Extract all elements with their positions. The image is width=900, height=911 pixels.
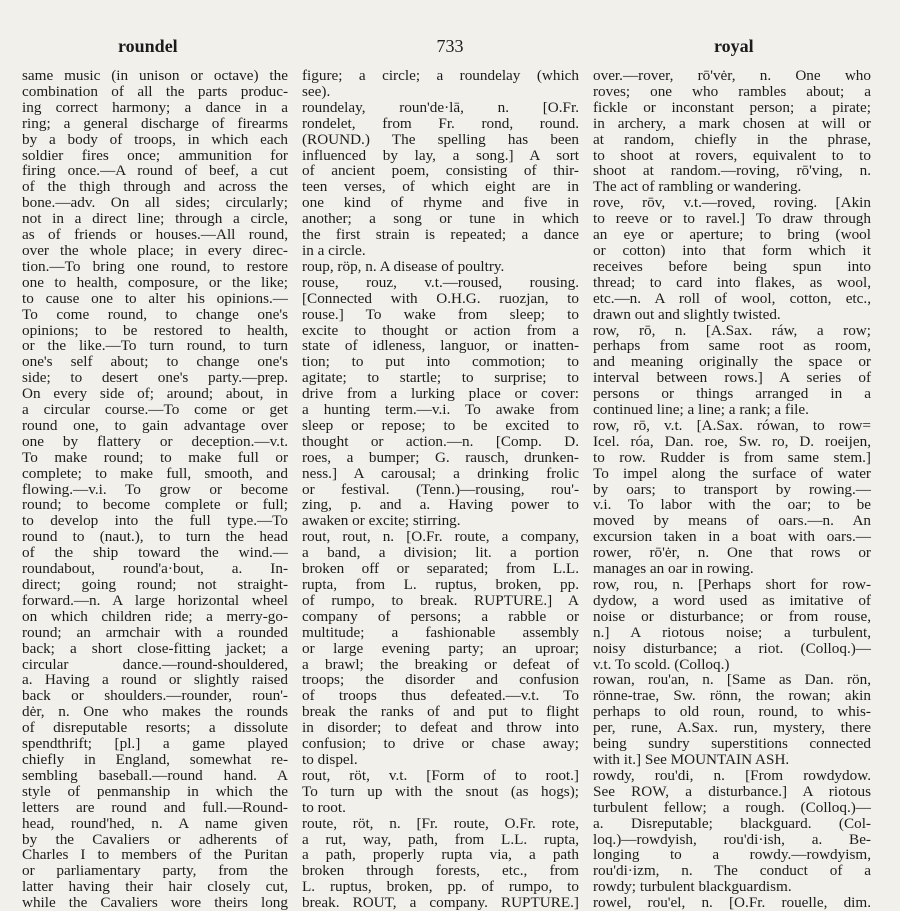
text-line: of the ship toward the wind.— xyxy=(22,544,288,562)
text-line: route, röt, n. [Fr. route, O.Fr. rote, xyxy=(302,814,579,832)
text-line: another; a song or tune in which xyxy=(302,210,579,228)
text-line: in archery, a mark chosen at will or xyxy=(593,114,871,132)
text-line: head, round'hed, n. A name given xyxy=(22,814,288,832)
text-line: zing, p. and a. Having power to xyxy=(302,496,579,514)
text-line: rowdy, rou'di, n. [From rowdydow. xyxy=(593,766,871,784)
text-line: break the ranks of and put to flight xyxy=(302,703,579,721)
left-guide-word: roundel xyxy=(118,36,178,56)
text-line: roundelay, roun'de·lā, n. [O.Fr. xyxy=(302,98,579,116)
text-line: v.i. To labor with the oar; to be xyxy=(593,496,871,514)
text-line: or cotton) into that form which it xyxy=(593,241,871,259)
page-number: 733 xyxy=(436,36,464,56)
text-line: by a body of troops, in which each xyxy=(22,130,288,148)
text-line: a circular course.—To come or get xyxy=(22,401,288,419)
text-line: (ROUND.) The spelling has been xyxy=(302,130,579,148)
text-line: rove, rōv, v.t.—roved, roving. [Akin xyxy=(593,194,871,212)
text-line: flowing.—v.i. To grow or become xyxy=(22,480,288,498)
text-line: [Connected with O.H.G. ruozjan, to xyxy=(302,289,579,307)
text-line: to reeve or to ravel.] To draw through xyxy=(593,210,871,228)
text-line: rouse, rouz, v.t.—roused, rousing. xyxy=(302,273,579,291)
text-line: in disorder; to defeat and throw into xyxy=(302,719,579,737)
text-line: To make round; to make full or xyxy=(22,448,288,466)
text-line: rupta, from L. ruptus, broken, pp. xyxy=(302,576,579,593)
text-line: excursion taken in a boat with oars.— xyxy=(593,528,871,546)
text-line: fickle or inconstant person; a pirate; xyxy=(593,98,871,116)
text-line: per, rune, A.Sax. run, mystery, there xyxy=(593,719,871,737)
text-line: shoot at random.—roving, rō'ving, n. xyxy=(593,162,871,180)
text-line: troops; the disorder and confusion xyxy=(302,671,579,689)
text-line: a rut, way, path, from L.L. rupta, xyxy=(302,830,579,848)
text-line: on which children ride; a merry-go- xyxy=(22,607,288,625)
text-line: circular dance.—round-shouldered, xyxy=(22,655,288,673)
text-line: persons or things arranged in a xyxy=(593,385,871,403)
text-line: ring; a general discharge of firearms xyxy=(22,114,288,132)
text-line: or large evening party; an uproar; xyxy=(302,639,579,657)
text-line: turbulent fellow; a rough. (Colloq.)— xyxy=(593,798,871,816)
text-column-3 xyxy=(593,67,871,911)
text-line: to dispel. xyxy=(302,750,358,768)
text-line: while the Cavaliers wore theirs long xyxy=(22,894,288,911)
text-line: rout, röt, v.t. [Form of to root.] xyxy=(302,766,579,784)
text-line: round one, to gain advantage over xyxy=(22,416,288,434)
text-line: being sundry superstitions connected xyxy=(593,735,871,753)
text-line: perhaps from same root as room, xyxy=(593,337,871,355)
text-line: over the whole place; in every direc- xyxy=(22,241,288,259)
text-line: one kind of rhyme and five in xyxy=(302,194,579,212)
text-line: moved by means of oars.—n. An xyxy=(593,512,871,530)
text-column-1 xyxy=(22,67,288,911)
text-line: ness.] A carousal; a drinking frolic xyxy=(302,464,579,482)
text-line: same music (in unison or octave) the xyxy=(22,67,288,84)
text-line: a. Having a round or slightly raised xyxy=(22,671,288,689)
text-line: in a circle. xyxy=(302,241,366,259)
text-line: tion; to put into commotion; to xyxy=(302,353,579,371)
text-line: round; to become complete or full; xyxy=(22,496,288,514)
text-line: roes, a bumper; G. rausch, drunken- xyxy=(302,448,579,466)
text-line: an eye or aperture; to bring (wool xyxy=(593,226,871,244)
text-line: To come round, to change one's xyxy=(22,305,288,323)
text-line: a brawl; the breaking or defeat of xyxy=(302,655,579,673)
text-column-2 xyxy=(302,67,579,911)
text-line: rower, rō'ėr, n. One that rows or xyxy=(593,544,871,562)
text-line: back; a short close-fitting jacket; a xyxy=(22,639,288,657)
text-line: row, rō, v.t. [A.Sax. rówan, to row= xyxy=(593,416,871,434)
text-line: n.] A riotous noise; a turbulent, xyxy=(593,623,871,641)
text-line: to shoot at rovers, equivalent to to xyxy=(593,146,871,164)
text-line: row, rou, n. [Perhaps short for row- xyxy=(593,576,871,593)
text-line: opinions; to be restored to health, xyxy=(22,321,288,339)
text-line: awaken or excite; stirring. xyxy=(302,512,461,530)
text-line: To turn up with the snout (as hogs); xyxy=(302,782,579,800)
text-line: break. ROUT, a company. RUPTURE.] xyxy=(302,894,579,911)
text-line: interval between rows.] A series of xyxy=(593,369,871,387)
text-line: thought or action.—n. [Comp. D. xyxy=(302,432,579,450)
text-line: etc.—n. A roll of wool, cotton, etc., xyxy=(593,289,871,307)
text-line: combination of all the parts produc- xyxy=(22,82,288,100)
text-line: at random, chiefly in the phrase, xyxy=(593,130,871,148)
text-line: figure; a circle; a roundelay (which xyxy=(302,67,579,84)
text-line: rou'di·izm, n. The conduct of a xyxy=(593,862,871,880)
text-line: rondelet, from Fr. rond, round. xyxy=(302,114,579,132)
text-line: rout, rout, n. [O.Fr. route, a company, xyxy=(302,528,579,546)
text-line: and meaning originally the space or xyxy=(593,353,871,371)
text-line: a hunting term.—v.i. To awake from xyxy=(302,401,579,419)
text-line: drawn out and slightly twisted. xyxy=(593,305,781,323)
text-line: one to health, composure, or the like; xyxy=(22,273,288,291)
text-line: rowdy; turbulent blackguardism. xyxy=(593,878,792,896)
text-line: rowel, rou'el, n. [O.Fr. rouelle, dim. xyxy=(593,894,871,911)
text-line: a band, a division; lit. a portion xyxy=(302,544,579,562)
text-line: tion.—To bring one round, to restore xyxy=(22,257,288,275)
text-line: firing once.—A round of beef, a cut xyxy=(22,162,288,180)
text-line: style of penmanship in which the xyxy=(22,782,288,800)
text-line: or festival. (Tenn.)—rousing, rou'- xyxy=(302,480,579,498)
text-line: noise or disturbance; or from rouse, xyxy=(593,607,871,625)
text-line: of the thigh through and across the xyxy=(22,178,288,196)
text-line: manages an oar in rowing. xyxy=(593,560,754,578)
text-line: to row. Rudder is from same stem.] xyxy=(593,448,871,466)
text-line: of troops thus defeated.—v.t. To xyxy=(302,687,579,705)
text-line: complete; to make full, smooth, and xyxy=(22,464,288,482)
text-line: a. Disreputable; blackguard. (Col- xyxy=(593,814,871,832)
text-line: roup, röp, n. A disease of poultry. xyxy=(302,257,505,275)
text-line: by the Cavaliers or adherents of xyxy=(22,830,288,848)
text-line: one by flattery or deception.—v.t. xyxy=(22,432,288,450)
text-line: On every side of; around; about, in xyxy=(22,385,288,403)
text-line: row, rō, n. [A.Sax. ráw, a row; xyxy=(593,321,871,339)
text-line: dėr, n. One who makes the rounds xyxy=(22,703,288,721)
text-line: over.—rover, rō'vėr, n. One who xyxy=(593,67,871,84)
text-line: company of persons; a rabble or xyxy=(302,607,579,625)
text-line: rönne-trae, Sw. rönn, the rowan; akin xyxy=(593,687,871,705)
text-line: sembling baseball.—round hand. A xyxy=(22,766,288,784)
text-line: to develop into the full type.—To xyxy=(22,512,288,530)
text-line: drive from a lurking place or cover: xyxy=(302,385,579,403)
text-line: as of friends or houses.—All round, xyxy=(22,226,288,244)
text-line: to root. xyxy=(302,798,346,816)
text-line: of disreputable resorts; a dissolute xyxy=(22,719,288,737)
text-line: multitude; a fashionable assembly xyxy=(302,623,579,641)
text-line: sleep or repose; to be excited to xyxy=(302,416,579,434)
text-line: v.t. To scold. (Colloq.) xyxy=(593,655,730,673)
text-line: or parliamentary party, from the xyxy=(22,862,288,880)
text-line: perhaps to old roun, round, to whis- xyxy=(593,703,871,721)
text-line: loq.)—rowdyish, rou'di·ish, a. Be- xyxy=(593,830,871,848)
text-line: Icel. róa, Dan. roe, Sw. ro, D. roeijen, xyxy=(593,432,871,450)
text-line: round to (naut.), to turn the head xyxy=(22,528,288,546)
text-line: not in a direct line; through a circle, xyxy=(22,210,288,228)
text-line: side; to desert one's party.—prep. xyxy=(22,369,288,387)
text-line: agitate; to startle; to surprise; to xyxy=(302,369,579,387)
text-line: by oars; to transport by rowing.— xyxy=(593,480,871,498)
text-line: a path, properly rupta via, a path xyxy=(302,846,579,864)
text-line: broken off or separated; from L.L. xyxy=(302,560,579,578)
text-line: forward.—n. A large horizontal wheel xyxy=(22,591,288,609)
text-line: roves; one who rambles about; a xyxy=(593,82,871,100)
text-line: receives before being spun into xyxy=(593,257,871,275)
text-line: To impel along the surface of water xyxy=(593,464,871,482)
text-line: letters are round and full.—Round- xyxy=(22,798,288,816)
text-line: longing to a rowdy.—rowdyism, xyxy=(593,846,871,864)
text-line: roundabout, round'a·bout, a. In- xyxy=(22,560,288,578)
text-line: or the like.—To turn round, to turn xyxy=(22,337,288,355)
text-line: continued line; a line; a rank; a file. xyxy=(593,401,809,419)
text-line: direct; going round; not straight- xyxy=(22,576,288,593)
text-line: one's self about; to change one's xyxy=(22,353,288,371)
text-line: bone.—adv. On all sides; circularly; xyxy=(22,194,288,212)
text-line: spendthrift; [pl.] a game played xyxy=(22,735,288,753)
text-line: ing correct harmony; a dance in a xyxy=(22,98,288,116)
text-line: rowan, rou'an, n. [Same as Dan. rön, xyxy=(593,671,871,689)
text-line: latter having their hair closely cut, xyxy=(22,878,288,896)
text-line: dydow, a word used as imitative of xyxy=(593,591,871,609)
text-line: round; an armchair with a rounded xyxy=(22,623,288,641)
text-line: with it.] See MOUNTAIN ASH. xyxy=(593,750,790,768)
text-line: influenced by lay, a song.] A sort xyxy=(302,146,579,164)
text-line: the first strain is repeated; a dance xyxy=(302,226,579,244)
text-line: broken through forests, etc., from xyxy=(302,862,579,880)
text-line: soldier fires once; ammunition for xyxy=(22,146,288,164)
text-line: thread; to card into flakes, as wool, xyxy=(593,273,871,291)
text-line: of rumpo, to break. RUPTURE.] A xyxy=(302,591,579,609)
text-line: to cause one to alter his opinions.— xyxy=(22,289,288,307)
text-line: The act of rambling or wandering. xyxy=(593,178,802,196)
text-line: L. ruptus, broken, pp. of rumpo, to xyxy=(302,878,579,896)
text-line: See ROW, a disturbance.] A riotous xyxy=(593,782,871,800)
text-line: noisy disturbance; a riot. (Colloq.)— xyxy=(593,639,871,657)
text-line: Charles I to members of the Puritan xyxy=(22,846,288,864)
right-guide-word: royal xyxy=(714,36,754,56)
text-line: excite to thought or action from a xyxy=(302,321,579,339)
text-line: chiefly in England, somewhat re- xyxy=(22,750,288,768)
text-line: confusion; to drive or chase away; xyxy=(302,735,579,753)
text-line: back or shoulders.—rounder, roun'- xyxy=(22,687,288,705)
text-line: teen verses, of which eight are in xyxy=(302,178,579,196)
text-line: rouse.] To wake from sleep; to xyxy=(302,305,579,323)
text-line: see). xyxy=(302,82,331,100)
text-line: state of idleness, languor, or inatten- xyxy=(302,337,579,355)
text-line: of ancient poem, consisting of thir- xyxy=(302,162,579,180)
